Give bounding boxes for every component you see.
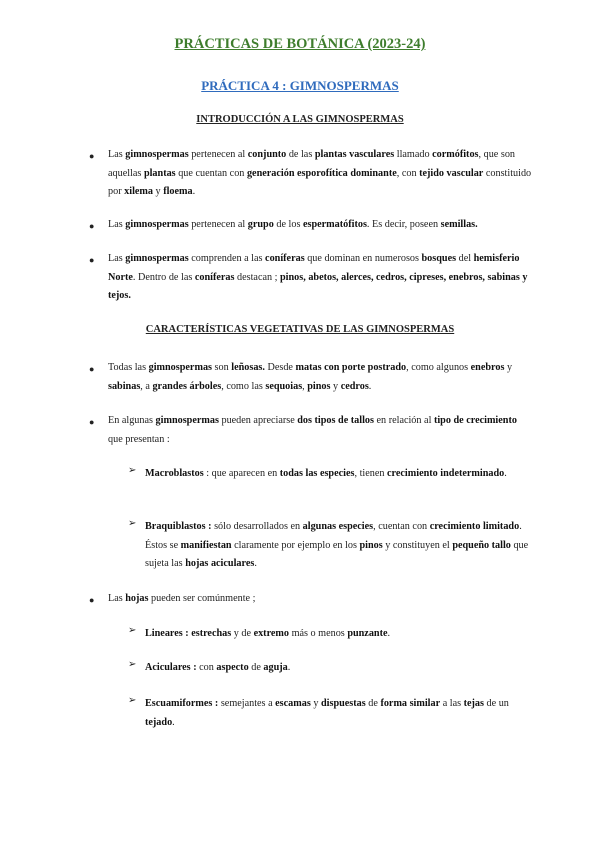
- paragraph-grupo: Las gimnospermas pertenecen al grupo de los espermatófitos. Es decir, poseen semillas.: [108, 219, 478, 230]
- arrow-bullet-icon: ➢: [128, 659, 137, 670]
- practice-subtitle: PRÁCTICA 4 : GIMNOSPERMAS: [201, 78, 399, 93]
- arrow-bullet-icon: ➢: [128, 465, 137, 476]
- bullet-icon: ●: [89, 255, 95, 265]
- bullet-icon: ●: [89, 221, 95, 231]
- subitem-aciculares: Aciculares : con aspecto de aguja.: [145, 662, 291, 673]
- document-title: PRÁCTICAS DE BOTÁNICA (2023-24): [174, 36, 426, 52]
- intro-heading: INTRODUCCIÓN A LAS GIMNOSPERMAS: [196, 114, 404, 125]
- subitem-macroblastos: Macroblastos : que aparecen en todas las especies, tienen crecimiento indeterminado.: [145, 468, 507, 479]
- bullet-icon: ●: [89, 417, 95, 427]
- paragraph-hojas: Las hojas pueden ser comúnmente ;: [108, 593, 256, 604]
- subitem-escuamiformes: Escuamiformes : semejantes a escamas y dispuestas de forma similar a las tejas de un tejado.: [145, 698, 509, 728]
- vegetative-heading: CARACTERÍSTICAS VEGETATIVAS DE LAS GIMNOSPERMAS: [145, 324, 455, 335]
- subitem-lineares: Lineares : estrechas y de extremo más o menos punzante.: [145, 628, 391, 639]
- arrow-bullet-icon: ➢: [128, 625, 137, 636]
- bullet-icon: ●: [89, 364, 95, 374]
- arrow-bullet-icon: ➢: [128, 518, 137, 529]
- bullet-icon: ●: [89, 151, 95, 161]
- paragraph-coniferas: Las gimnospermas comprenden a las coníferas que dominan en numerosos bosques del hemisferio Norte. Dentro de las coníferas destacan ; pinos, abetos, alerces, cedros, cipreses, enebros, sabinas y tejos.: [108, 253, 528, 301]
- paragraph-conjunto: Las gimnospermas pertenecen al conjunto de las plantas vasculares llamado cormófitos, que son aquellas plantas que cuentan con generación esporofítica dominante, con tejido vascular constituido por xilema y floema.: [108, 149, 532, 197]
- subitem-braquiblastos: Braquiblastos : sólo desarrollados en algunas especies, cuentan con crecimiento limitado. Éstos se manifiestan claramente por ejemplo en los pinos y constituyen el pequeño tallo que sujeta las hojas aciculares.: [145, 521, 529, 569]
- paragraph-lenosas: Todas las gimnospermas son leñosas. Desde matas con porte postrado, como algunos enebros y sabinas, a grandes árboles, como las sequoias, pinos y cedros.: [108, 362, 513, 392]
- arrow-bullet-icon: ➢: [128, 695, 137, 706]
- bullet-icon: ●: [89, 595, 95, 605]
- paragraph-tallos: En algunas gimnospermas pueden apreciarse dos tipos de tallos en relación al tipo de crecimiento que presentan :: [108, 415, 517, 445]
